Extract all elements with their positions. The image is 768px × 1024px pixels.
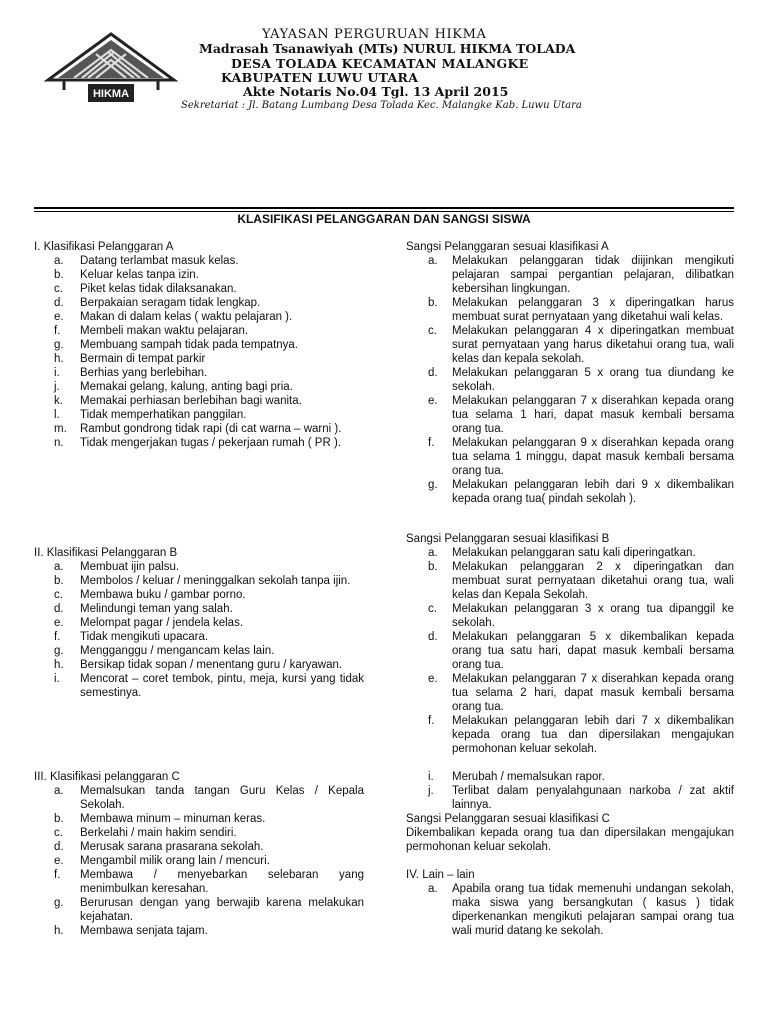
list-text: Rambut gondrong tidak rapi (di cat warna – warni ). xyxy=(80,423,342,435)
list-marker: i. xyxy=(54,367,60,379)
list-item xyxy=(406,560,734,602)
list-item xyxy=(34,896,364,924)
list-item xyxy=(34,588,364,602)
list-text: Bermain di tempat parkir xyxy=(80,353,206,365)
list-item xyxy=(406,630,734,672)
list-text: Berhias yang berlebihan. xyxy=(80,367,208,379)
sanction-a-list xyxy=(406,254,734,506)
list-item xyxy=(34,394,364,408)
list-text: Melakukan pelanggaran lebih dari 7 x dikembalikan kepada orang tua dan dipersilakan mengajukan permohonan keluar sekolah. xyxy=(452,715,734,755)
list-item xyxy=(34,658,364,672)
list-text: Membawa minum – minuman keras. xyxy=(80,813,266,825)
list-marker: f. xyxy=(428,715,435,727)
list-marker: m. xyxy=(54,423,67,435)
list-marker: g. xyxy=(54,897,64,909)
list-text: Berurusan dengan yang berwajib karena melakukan kejahatan. xyxy=(80,897,364,923)
list-text: Membawa / menyebarkan selebaran yang menimbulkan keresahan. xyxy=(80,869,364,895)
list-marker: e. xyxy=(428,395,438,407)
classification-b xyxy=(34,546,364,700)
list-marker: g. xyxy=(428,479,438,491)
school-name: Madrasah Tsanawiyah (MTs) NURUL HIKMA TOLADA xyxy=(199,41,576,56)
list-marker: c. xyxy=(54,283,63,295)
list-text: Melakukan pelanggaran 5 x orang tua diundang ke sekolah. xyxy=(452,367,734,393)
list-item xyxy=(34,574,364,588)
list-text: Makan di dalam kelas ( waktu pelajaran ). xyxy=(80,311,293,323)
sanction-a-heading: Sangsi Pelanggaran sesuai klasifikasi A xyxy=(406,241,609,253)
list-item xyxy=(406,714,734,756)
list-text: Bersikap tidak sopan / menentang guru / karyawan. xyxy=(80,659,343,671)
foundation-name: YAYASAN PERGURUAN HIKMA xyxy=(262,27,487,42)
list-text: Memakai perhiasan berlebihan bagi wanita. xyxy=(80,395,302,407)
list-item xyxy=(34,296,364,310)
classification-c xyxy=(34,770,364,938)
list-marker: d. xyxy=(428,631,438,643)
list-marker: b. xyxy=(428,297,438,309)
list-text: Melakukan pelanggaran 9 x diserahkan kepada orang tua selama 1 minggu, dapat masuk kembali bersama orang tua. xyxy=(452,437,734,477)
list-text: Tidak memperhatikan panggilan. xyxy=(80,409,247,421)
list-marker: a. xyxy=(54,255,64,267)
list-item xyxy=(34,268,364,282)
list-item xyxy=(406,366,734,394)
list-item xyxy=(406,784,734,812)
list-text: Melakukan pelanggaran 2 x diperingatkan dan membuat surat pernyataan diketahui orang tua, wali kelas dan Kepala Sekolah. xyxy=(452,561,734,601)
list-marker: d. xyxy=(54,841,64,853)
list-marker: a. xyxy=(54,561,64,573)
list-item xyxy=(34,310,364,324)
sanction-c xyxy=(406,812,734,854)
list-marker: a. xyxy=(54,785,64,797)
village-line: DESA TOLADA KECAMATAN MALANGKE xyxy=(231,56,529,71)
list-text: Melakukan pelanggaran 5 x dikembalikan kepada orang tua satu hari, dapat masuk kembali bersama orang tua. xyxy=(452,631,734,671)
list-marker: g. xyxy=(54,645,64,657)
list-item xyxy=(34,616,364,630)
list-marker: d. xyxy=(54,603,64,615)
list-item xyxy=(406,672,734,714)
list-item xyxy=(406,296,734,324)
list-marker: h. xyxy=(54,353,64,365)
list-item xyxy=(406,770,734,784)
list-text: Melakukan pelanggaran 7 x diserahkan kepada orang tua selama 2 hari, dapat masuk kembali bersama orang tua. xyxy=(452,673,734,713)
list-text: Berpakaian seragam tidak lengkap. xyxy=(80,297,261,309)
list-marker: j. xyxy=(428,785,434,797)
list-item xyxy=(34,324,364,338)
sanction-b xyxy=(406,532,734,756)
list-text: Membuang sampah tidak pada tempatnya. xyxy=(80,339,298,351)
list-marker: i. xyxy=(428,771,434,783)
list-marker: b. xyxy=(54,269,64,281)
list-item xyxy=(34,338,364,352)
list-text: Memakai gelang, kalung, anting bagi pria. xyxy=(80,381,293,393)
school-logo xyxy=(44,30,178,114)
list-item xyxy=(34,854,364,868)
list-item xyxy=(34,380,364,394)
list-item xyxy=(34,436,364,450)
list-text: Membolos / keluar / meninggalkan sekolah tanpa ijin. xyxy=(80,575,351,587)
list-marker: j. xyxy=(54,381,60,393)
list-item xyxy=(34,644,364,658)
list-item xyxy=(34,560,364,574)
list-marker: e. xyxy=(428,673,438,685)
list-marker: h. xyxy=(54,925,64,937)
sanction-b-heading: Sangsi Pelanggaran sesuai klasifikasi B xyxy=(406,533,610,545)
list-item xyxy=(34,282,364,296)
list-text: Melakukan pelanggaran 4 x diperingatkan membuat surat pernyataan yang harus diketahui orang tua, wali kelas dan kepala sekolah. xyxy=(452,325,734,365)
list-text: Membeli makan waktu pelajaran. xyxy=(80,325,249,337)
other-section xyxy=(406,868,734,938)
list-item xyxy=(406,478,734,506)
sanction-b-extra xyxy=(406,770,734,812)
list-text: Mencorat – coret tembok, pintu, meja, kursi yang tidak semestinya. xyxy=(80,673,364,699)
list-text: Mengganggu / mengancam kelas lain. xyxy=(80,645,275,657)
classification-a-list xyxy=(34,254,364,450)
list-marker: h. xyxy=(54,659,64,671)
list-item xyxy=(34,868,364,896)
list-item xyxy=(406,436,734,478)
list-marker: f. xyxy=(428,437,435,449)
list-marker: e. xyxy=(54,617,64,629)
list-marker: c. xyxy=(54,827,63,839)
list-marker: f. xyxy=(54,631,61,643)
sanction-b-list xyxy=(406,546,734,756)
sanction-a xyxy=(406,240,734,506)
list-item xyxy=(34,602,364,616)
list-text: Mengambil milik orang lain / mencuri. xyxy=(80,855,270,867)
classification-c-list xyxy=(34,784,364,938)
list-text: Melakukan pelanggaran 7 x diserahkan kepada orang tua selama 1 hari, dapat masuk kembali bersama orang tua. xyxy=(452,395,734,435)
list-text: Membawa buku / gambar porno. xyxy=(80,589,246,601)
list-text: Melakukan pelanggaran 3 x diperingatkan harus membuat surat pernyataan yang diketahui wali kelas. xyxy=(452,297,734,323)
list-text: Keluar kelas tanpa izin. xyxy=(80,269,199,281)
list-text: Melakukan pelanggaran tidak diijinkan mengikuti pelajaran sampai pergantian pelajaran, dilibatkan kebersihan lingkungan. xyxy=(452,255,734,295)
list-item xyxy=(34,924,364,938)
sanction-c-heading: Sangsi Pelanggaran sesuai klasifikasi C xyxy=(406,813,610,825)
list-item xyxy=(34,408,364,422)
list-text: Tidak mengikuti upacara. xyxy=(80,631,209,643)
list-text: Melompat pagar / jendela kelas. xyxy=(80,617,244,629)
list-item xyxy=(406,394,734,436)
sanction-c-text: Dikembalikan kepada orang tua dan dipersilakan mengajukan permohonan keluar sekolah. xyxy=(406,827,734,853)
other-heading: IV. Lain – lain xyxy=(406,869,475,881)
list-text: Membawa senjata tajam. xyxy=(80,925,208,937)
address-line: Sekretariat : Jl. Batang Lumbang Desa Tolada Kec. Malangke Kab. Luwu Utara xyxy=(181,100,582,111)
list-marker: n. xyxy=(54,437,64,449)
notary-line: Akte Notaris No.04 Tgl. 13 April 2015 xyxy=(243,84,509,99)
list-item xyxy=(406,324,734,366)
list-marker: a. xyxy=(428,883,438,895)
list-text: Merubah / memalsukan rapor. xyxy=(452,771,605,783)
list-item xyxy=(34,422,364,436)
list-marker: d. xyxy=(54,297,64,309)
regency-line: KABUPATEN LUWU UTARA xyxy=(221,70,419,85)
list-marker: g. xyxy=(54,339,64,351)
list-text: Berkelahi / main hakim sendiri. xyxy=(80,827,237,839)
list-item xyxy=(406,546,734,560)
list-item xyxy=(34,826,364,840)
list-marker: c. xyxy=(428,325,437,337)
list-item xyxy=(406,602,734,630)
list-marker: e. xyxy=(54,855,64,867)
list-marker: b. xyxy=(428,561,438,573)
classification-c-heading: III. Klasifikasi pelanggaran C xyxy=(34,771,180,783)
list-item xyxy=(34,366,364,380)
list-marker: c. xyxy=(54,589,63,601)
list-marker: a. xyxy=(428,255,438,267)
list-marker: b. xyxy=(54,813,64,825)
list-item xyxy=(34,630,364,644)
list-item xyxy=(34,812,364,826)
list-item xyxy=(406,254,734,296)
classification-b-heading: II. Klasifikasi Pelanggaran B xyxy=(34,547,178,559)
list-marker: e. xyxy=(54,311,64,323)
other-list xyxy=(406,882,734,938)
list-text: Piket kelas tidak dilaksanakan. xyxy=(80,283,237,295)
list-marker: f. xyxy=(54,869,61,881)
list-item xyxy=(34,784,364,812)
list-item xyxy=(34,352,364,366)
list-text: Terlibat dalam penyalahgunaan narkoba / zat aktif lainnya. xyxy=(452,785,734,811)
list-item xyxy=(34,672,364,700)
header-rule-thick xyxy=(34,207,734,209)
list-text: Melakukan pelanggaran 3 x orang tua dipanggil ke sekolah. xyxy=(452,603,734,629)
list-text: Membuat ijin palsu. xyxy=(80,561,180,573)
classification-a xyxy=(34,240,364,450)
list-marker: k. xyxy=(54,395,63,407)
list-text: Melindungi teman yang salah. xyxy=(80,603,233,615)
list-marker: f. xyxy=(54,325,61,337)
classification-a-heading: I. Klasifikasi Pelanggaran A xyxy=(34,241,174,253)
list-marker: l. xyxy=(54,409,60,421)
sanction-b-extra-list xyxy=(406,770,734,812)
list-text: Apabila orang tua tidak memenuhi undangan sekolah, maka siswa yang bersangkutan ( kasus ) tidak diperkenankan mengikuti pelajaran sampai orang tua wali murid datang ke sekolah. xyxy=(452,883,734,937)
list-marker: c. xyxy=(428,603,437,615)
document-title: KLASIFIKASI PELANGGARAN DAN SANGSI SISWA xyxy=(237,212,531,226)
classification-b-list xyxy=(34,560,364,700)
list-text: Memalsukan tanda tangan Guru Kelas / Kepala Sekolah. xyxy=(80,785,364,811)
list-item xyxy=(406,882,734,938)
list-text: Tidak mengerjakan tugas / pekerjaan rumah ( PR ). xyxy=(80,437,342,449)
logo-text: HIKMA xyxy=(92,88,130,100)
list-marker: b. xyxy=(54,575,64,587)
list-text: Melakukan pelanggaran lebih dari 9 x dikembalikan kepada orang tua( pindah sekolah ). xyxy=(452,479,734,505)
list-item xyxy=(34,254,364,268)
list-item xyxy=(34,840,364,854)
list-text: Merusak sarana prasarana sekolah. xyxy=(80,841,264,853)
list-marker: d. xyxy=(428,367,438,379)
list-marker: a. xyxy=(428,547,438,559)
list-marker: i. xyxy=(54,673,60,685)
list-text: Datang terlambat masuk kelas. xyxy=(80,255,239,267)
list-text: Melakukan pelanggaran satu kali diperingatkan. xyxy=(452,547,696,559)
